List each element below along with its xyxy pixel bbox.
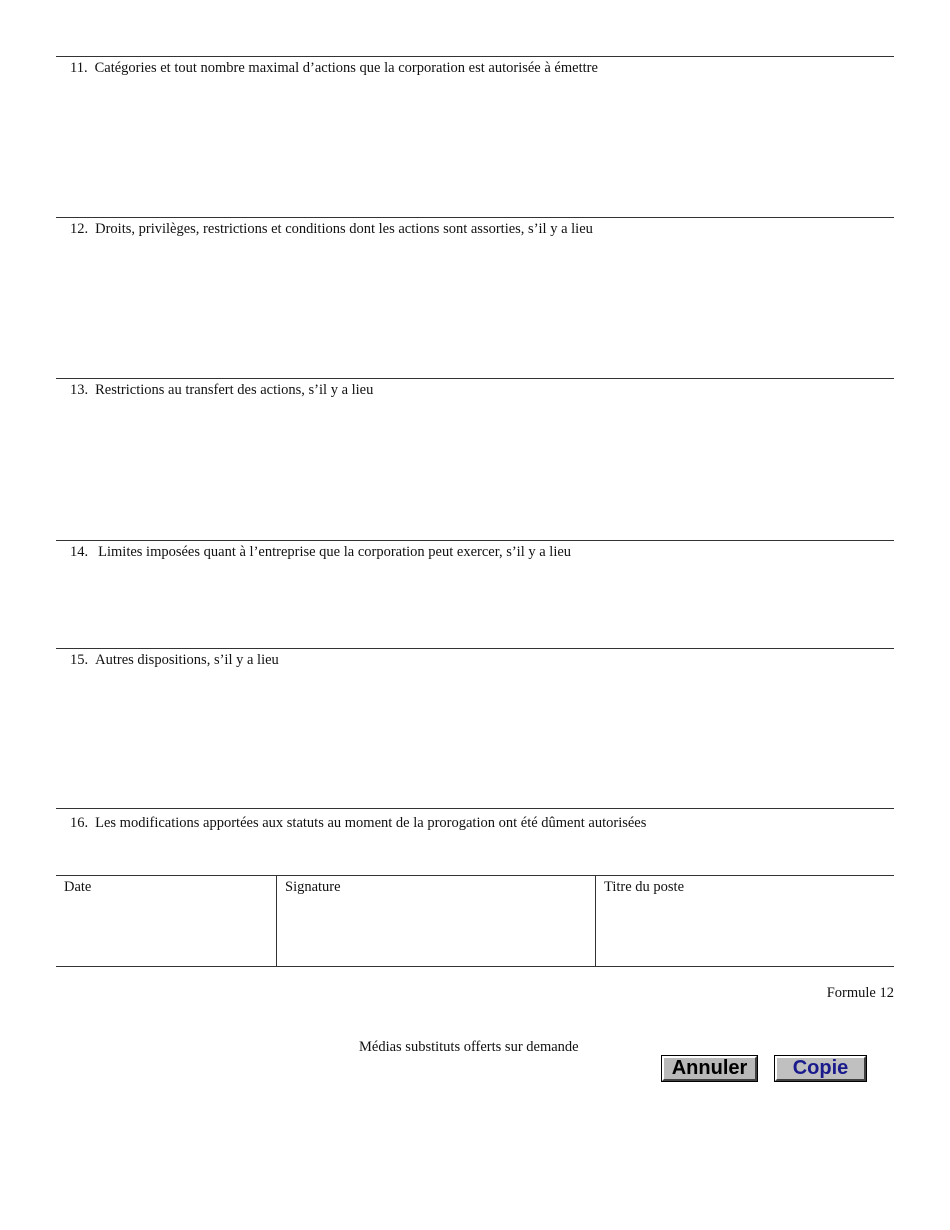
section-share-classes [56,56,894,218]
section-other-provisions [56,648,894,809]
job-title-label: Titre du poste [604,879,685,895]
section-number: 14. [70,544,89,560]
date-field[interactable] [56,876,276,966]
section-transfer-restrictions [56,378,894,541]
section-amendments-authorized [56,808,894,875]
cancel-button[interactable]: Annuler [662,1056,757,1081]
section-heading: Droits, privilèges, restrictions et conditions dont les actions sont assorties, s’il y a lieu [95,221,593,237]
date-label: Date [64,879,92,895]
signature-label: Signature [285,879,341,895]
copy-button[interactable]: Copie [775,1056,866,1081]
section-business-limits [56,540,894,649]
signature-table [56,875,894,967]
section-label [70,543,571,561]
alternate-media-notice: Médias substituts offerts sur demande [359,1039,579,1055]
section-label [70,651,279,669]
section-number: 13. [70,382,89,398]
section-label [70,381,373,399]
section-heading: Restrictions au transfert des actions, s’il y a lieu [95,382,374,398]
section-number: 12. [70,221,89,237]
signature-field[interactable] [276,876,595,966]
section-heading: Les modifications apportées aux statuts au moment de la prorogation ont été dûment autorisées [95,815,647,831]
section-heading: Limites imposées quant à l’entreprise que la corporation peut exercer, s’il y a lieu [98,544,572,560]
section-heading: Catégories et tout nombre maximal d’actions que la corporation est autorisée à émettre [94,60,598,76]
form-number: Formule 12 [826,985,894,1001]
section-number: 16. [70,815,89,831]
section-number: 15. [70,652,89,668]
section-share-rights [56,217,894,379]
section-label [70,220,593,238]
section-label [70,59,598,77]
job-title-field[interactable] [595,876,894,966]
section-heading: Autres dispositions, s’il y a lieu [95,652,279,668]
section-label [70,814,646,832]
section-number: 11. [70,60,88,76]
